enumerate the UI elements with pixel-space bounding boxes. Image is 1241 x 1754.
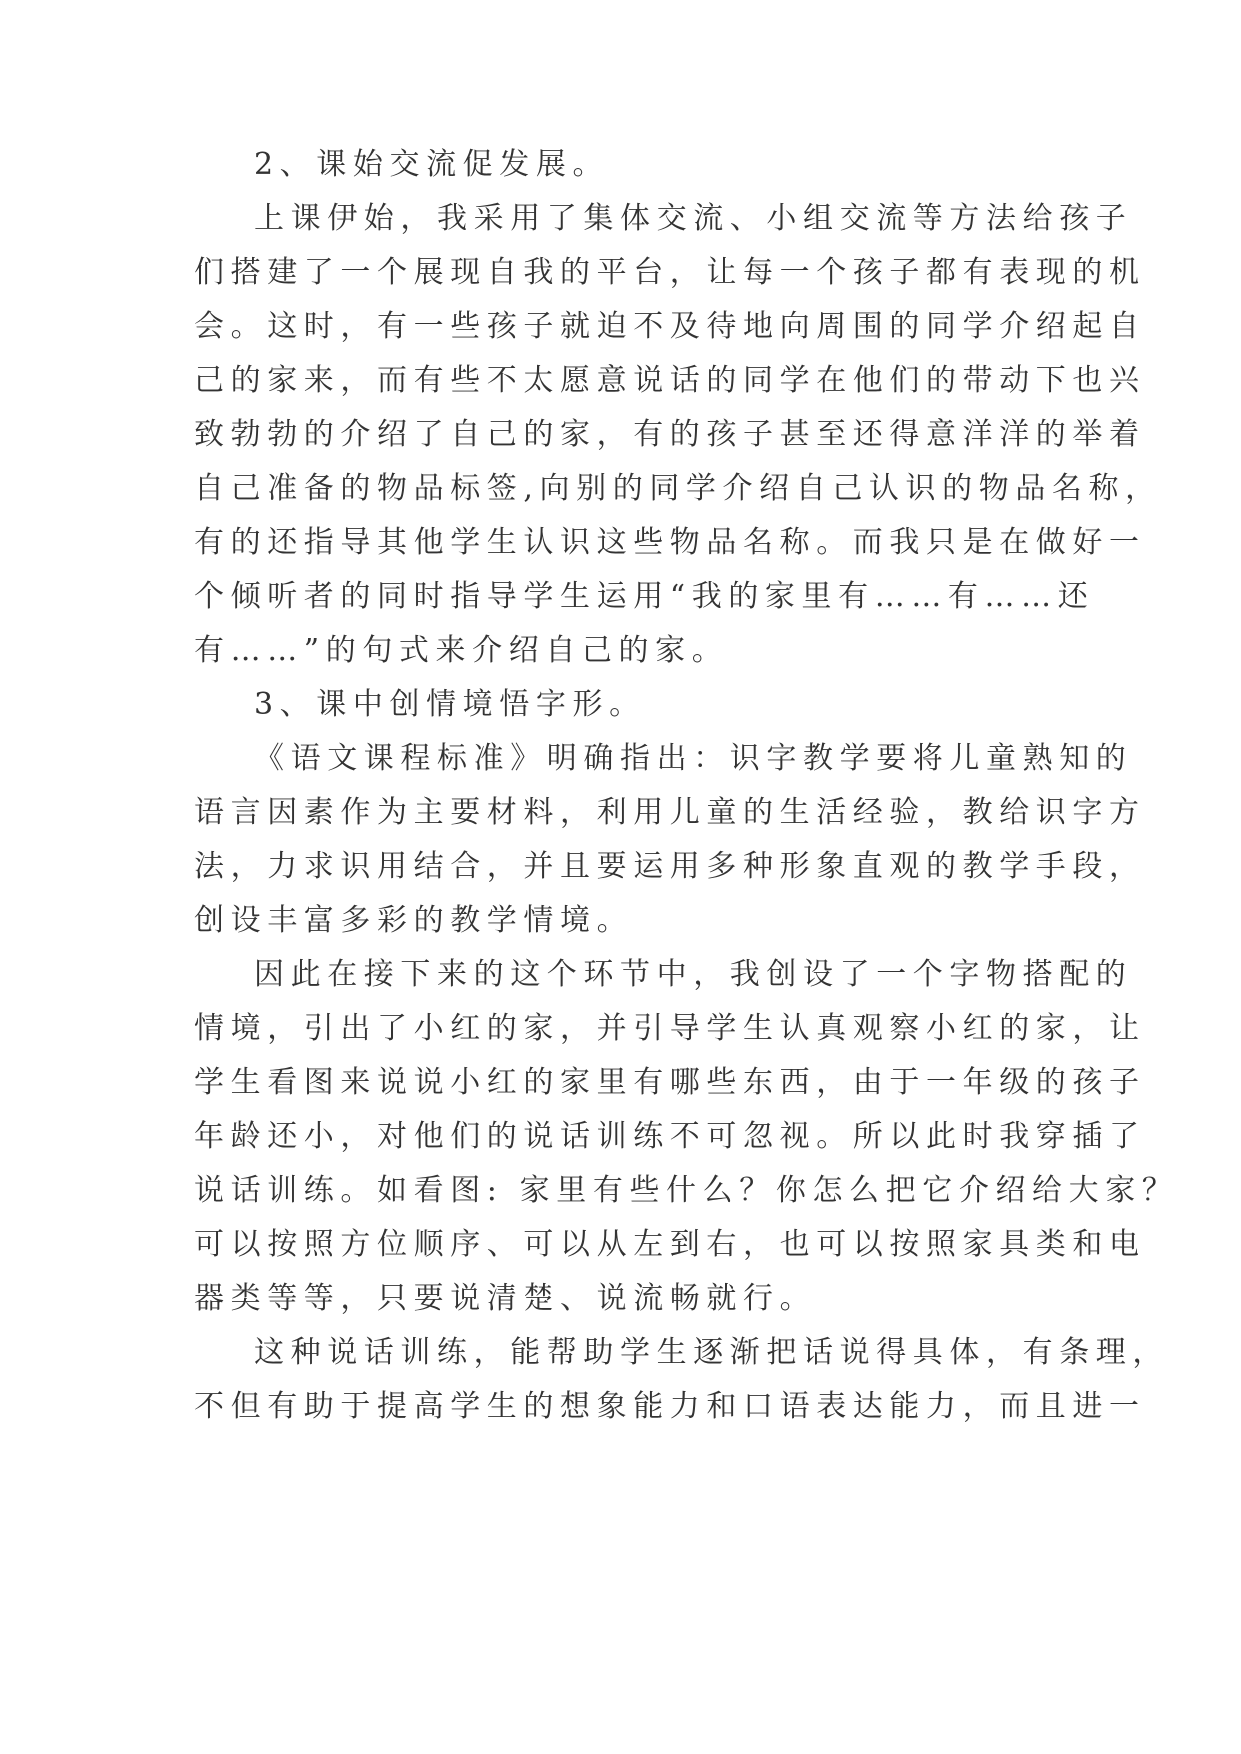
paragraph-line: 会。这时，有一些孩子就迫不及待地向周围的同学介绍起自 xyxy=(194,309,1146,344)
section-heading: 2、课始交流促发展。 xyxy=(254,147,610,182)
paragraph-line: 个倾听者的同时指导学生运用“我的家里有……有……还 xyxy=(194,579,1095,614)
paragraph-line: 有……”的句式来介绍自己的家。 xyxy=(194,633,729,668)
paragraph-line: 致勃勃的介绍了自己的家，有的孩子甚至还得意洋洋的举着 xyxy=(194,417,1146,452)
paragraph-line: 可以按照方位顺序、可以从左到右，也可以按照家具类和电 xyxy=(194,1227,1146,1262)
paragraph-line: 情境，引出了小红的家，并引导学生认真观察小红的家，让 xyxy=(194,1011,1146,1046)
paragraph-line: 说话训练。如看图: 家里有些什么？你怎么把它介绍给大家？ xyxy=(194,1173,1179,1208)
paragraph-line: 年龄还小，对他们的说话训练不可忽视。所以此时我穿插了 xyxy=(194,1119,1146,1154)
paragraph-line: 己的家来，而有些不太愿意说话的同学在他们的带动下也兴 xyxy=(194,363,1146,398)
paragraph-line: 《语文课程标准》明确指出：识字教学要将儿童熟知的 xyxy=(254,741,1133,776)
paragraph-line: 自己准备的物品标签,向别的同学介绍自己认识的物品名称， xyxy=(194,471,1162,506)
paragraph-line: 们搭建了一个展现自我的平台，让每一个孩子都有表现的机 xyxy=(194,255,1146,290)
paragraph-line: 不但有助于提高学生的想象能力和口语表达能力，而且进一 xyxy=(194,1389,1146,1424)
paragraph-line: 这种说话训练，能帮助学生逐渐把话说得具体，有条理， xyxy=(254,1335,1169,1370)
section-heading: 3、课中创情境悟字形。 xyxy=(254,687,646,722)
paragraph-line: 有的还指导其他学生认识这些物品名称。而我只是在做好一 xyxy=(194,525,1146,560)
paragraph-line: 上课伊始，我采用了集体交流、小组交流等方法给孩子 xyxy=(254,201,1133,236)
paragraph-line: 学生看图来说说小红的家里有哪些东西，由于一年级的孩子 xyxy=(194,1065,1146,1100)
paragraph-line: 器类等等，只要说清楚、说流畅就行。 xyxy=(194,1281,817,1316)
paragraph-line: 语言因素作为主要材料，利用儿童的生活经验，教给识字方 xyxy=(194,795,1146,830)
paragraph-line: 因此在接下来的这个环节中，我创设了一个字物搭配的 xyxy=(254,957,1133,992)
paragraph-line: 法，力求识用结合，并且要运用多种形象直观的教学手段， xyxy=(194,849,1146,884)
paragraph-line: 创设丰富多彩的教学情境。 xyxy=(194,903,634,938)
